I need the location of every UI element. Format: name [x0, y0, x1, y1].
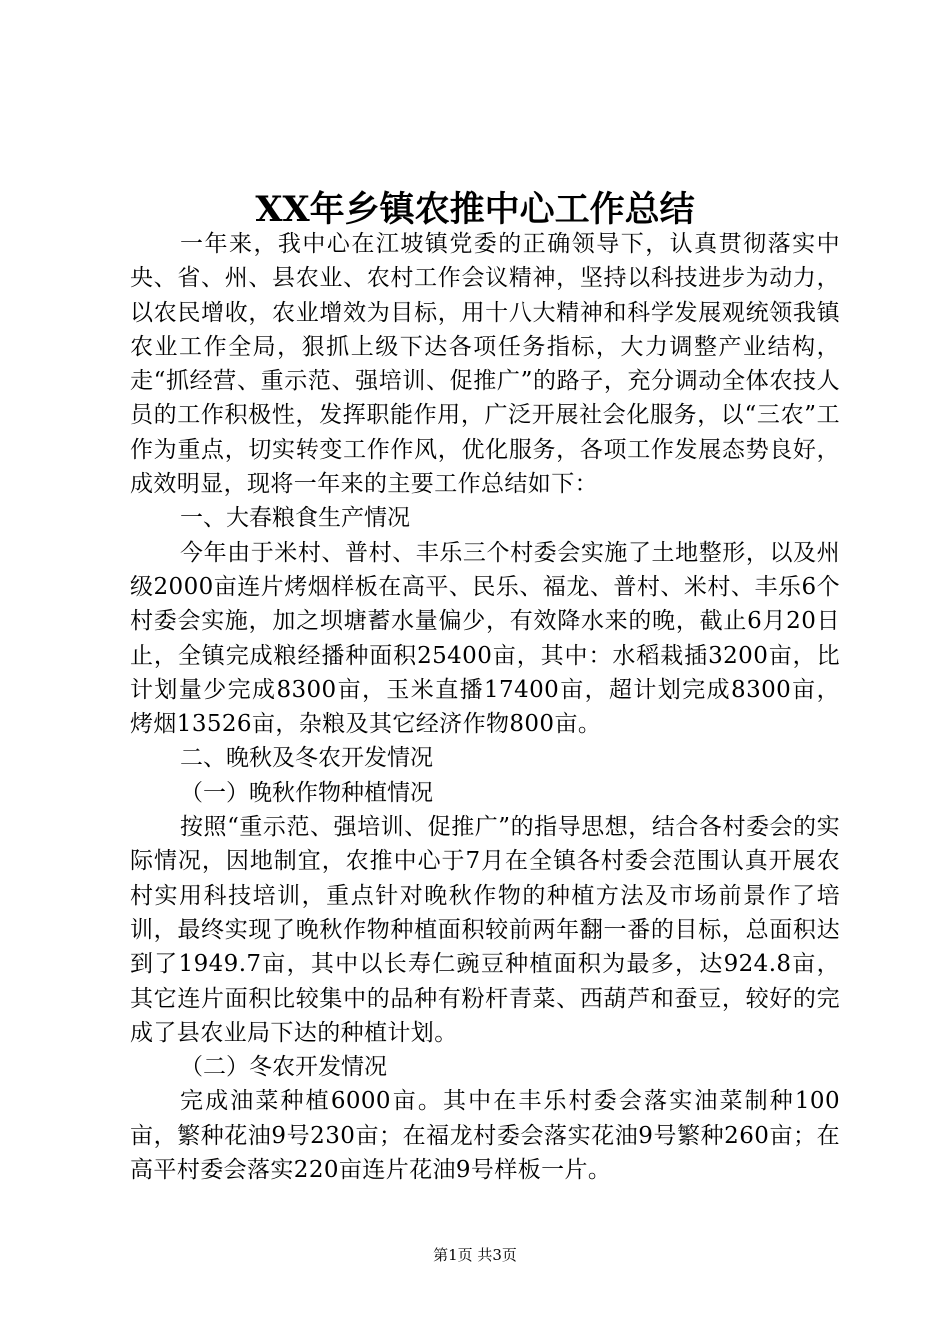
- subsection-heading-winter: （二）冬农开发情况: [180, 1054, 387, 1081]
- section-heading-autumn-winter: 二、晚秋及冬农开发情况: [180, 745, 433, 772]
- intro-paragraph: 一年来，我中心在江坡镇党委的正确领导下，认真贯彻落实中央、省、州、县农业、农村工作会议精神，坚持以科技进步为动力，以农民增收，农业增效为目标，用十八大精神和科学发展观统领我镇农业工作全局，狠抓上级下达各项任务指标，大力调整产业结构，走“抓经营、重示范、强培训、促推广”的路子，充分调动全体农技人员的工作积极性，发挥职能作用，广泛开展社会化服务，以“三农”工作为重点，切实转变工作作风，优化服务，各项工作发展态势良好，成效明显，现将一年来的主要工作总结如下：: [130, 231, 840, 498]
- winter-paragraph: 完成油菜种植6000亩。其中在丰乐村委会落实油菜制种100亩，繁种花油9号230亩；在福龙村委会落实花油9号繁种260亩；在高平村委会落实220亩连片花油9号样板一片。: [130, 1088, 840, 1184]
- document-title: XX年乡镇农推中心工作总结: [255, 189, 695, 230]
- page-footer: 第1页 共3页: [433, 1246, 517, 1264]
- document-body: [130, 227, 840, 1187]
- subsection-heading-late-autumn: （一）晚秋作物种植情况: [180, 779, 433, 806]
- late-autumn-paragraph: 按照“重示范、强培训、促推广”的指导思想，结合各村委会的实际情况，因地制宜，农推中心于7月在全镇各村委会范围认真开展农村实用科技培训，重点针对晚秋作物的种植方法及市场前景作了培训，最终实现了晚秋作物种植面积较前两年翻一番的目标，总面积达到了1949.7亩，其中以长寿仁豌豆种植面积为最多，达924.8亩，其它连片面积比较集中的品种有粉杆青菜、西葫芦和蚕豆，较好的完成了县农业局下达的种植计划。: [130, 814, 840, 1046]
- section-heading-spring-grain: 一、大春粮食生产情况: [180, 505, 410, 532]
- spring-grain-paragraph: 今年由于米村、普村、丰乐三个村委会实施了土地整形，以及州级2000亩连片烤烟样板在高平、民乐、福龙、普村、米村、丰乐6个村委会实施，加之坝塘蓄水量偏少，有效降水来的晚，截止6月20日止，全镇完成粮经播种面积25400亩，其中：水稻栽插3200亩，比计划量少完成8300亩，玉米直播17400亩，超计划完成8300亩，烤烟13526亩，杂粮及其它经济作物800亩。: [130, 539, 840, 738]
